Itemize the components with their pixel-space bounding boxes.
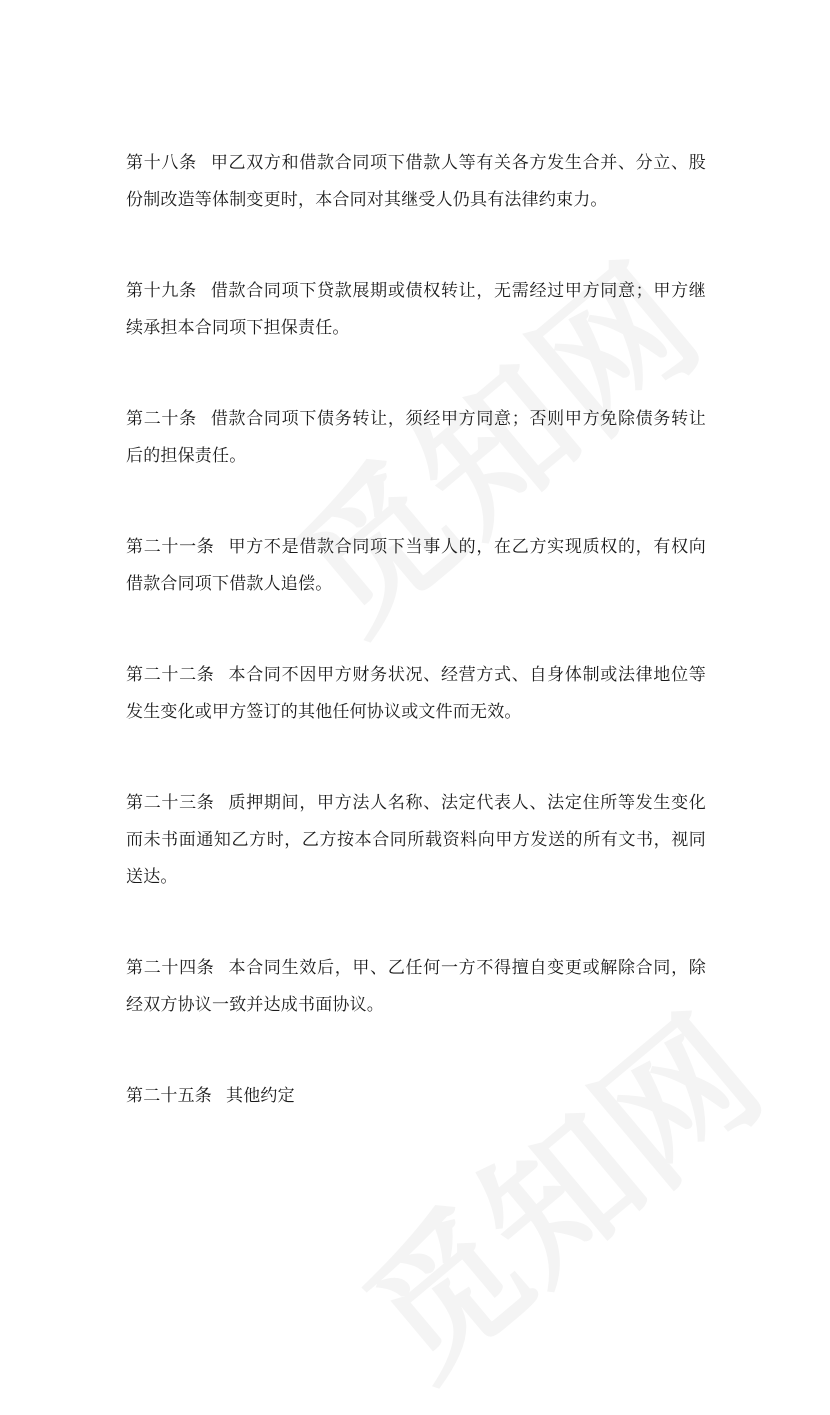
article-21 xyxy=(126,529,706,603)
article-text: 本合同生效后，甲、乙任何一方不得擅自变更或解除合同，除经双方协议一致并达成书面协议。 xyxy=(126,958,706,1015)
article-number: 第十九条 xyxy=(126,281,197,301)
article-text: 借款合同项下债务转让，须经甲方同意；否则甲方免除债务转让后的担保责任。 xyxy=(126,409,706,466)
article-19 xyxy=(126,273,706,347)
contract-articles xyxy=(126,145,706,1169)
article-text: 质押期间，甲方法人名称、法定代表人、法定住所等发生变化而未书面通知乙方时，乙方按本合同所载资料向甲方发送的所有文书，视同送达。 xyxy=(126,793,706,887)
article-number: 第二十三条 xyxy=(126,793,215,813)
article-text: 本合同不因甲方财务状况、经营方式、自身体制或法律地位等发生变化或甲方签订的其他任何协议或文件而无效。 xyxy=(126,665,706,722)
article-text: 甲乙双方和借款合同项下借款人等有关各方发生合并、分立、股份制改造等体制变更时，本合同对其继受人仍具有法律约束力。 xyxy=(126,153,706,210)
article-number: 第二十五条 xyxy=(126,1086,212,1106)
article-20 xyxy=(126,401,706,475)
article-24 xyxy=(126,950,706,1024)
article-text: 借款合同项下贷款展期或债权转让，无需经过甲方同意；甲方继续承担本合同项下担保责任。 xyxy=(126,281,706,338)
article-18 xyxy=(126,145,706,219)
article-number: 第二十一条 xyxy=(126,537,215,557)
article-23 xyxy=(126,785,706,896)
article-22 xyxy=(126,657,706,731)
article-25 xyxy=(126,1078,706,1115)
article-number: 第二十条 xyxy=(126,409,197,429)
article-number: 第二十四条 xyxy=(126,958,215,978)
article-number: 第二十二条 xyxy=(126,665,215,685)
article-text: 其他约定 xyxy=(226,1086,295,1106)
article-number: 第十八条 xyxy=(126,153,197,173)
article-text: 甲方不是借款合同项下当事人的，在乙方实现质权的，有权向借款合同项下借款人追偿。 xyxy=(126,537,706,594)
